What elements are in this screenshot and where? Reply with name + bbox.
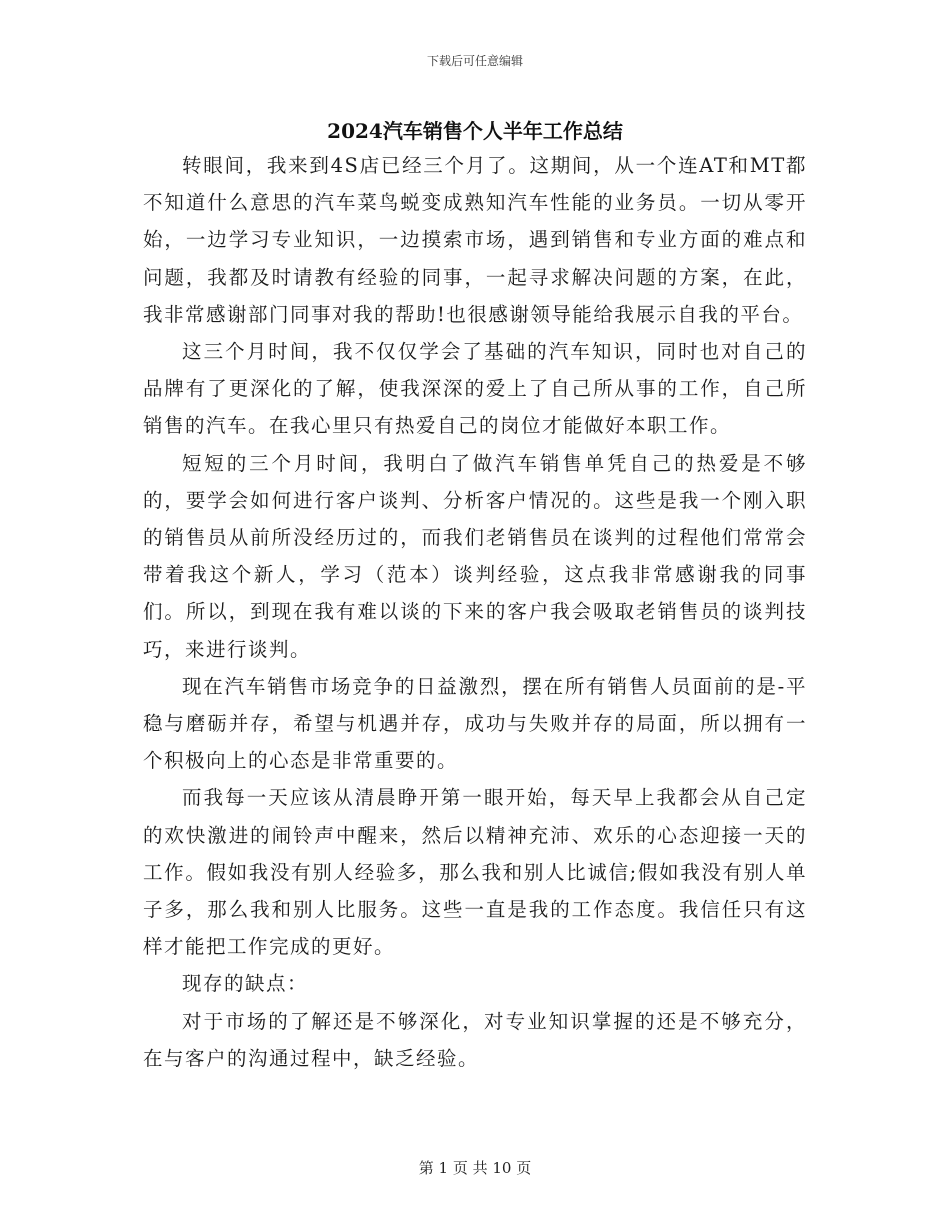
paragraph: 而我每一天应该从清晨睁开第一眼开始，每天早上我都会从自己定的欢快激进的闹铃声中醒来，然后以精神充沛、欢乐的心态迎接一天的工作。假如我没有别人经验多，那么我和别人比诚信;假如我没有别人单子多，那么我和别人比服务。这些一直是我的工作态度。我信任只有这样才能把工作完成的更好。 bbox=[143, 786, 807, 959]
document-title: 2024汽车销售个人半年工作总结 bbox=[327, 119, 623, 143]
paragraph: 短短的三个月时间，我明白了做汽车销售单凭自己的热爱是不够的，要学会如何进行客户谈判、分析客户情况的。这些是我一个刚入职的销售员从前所没经历过的，而我们老销售员在谈判的过程他们常常会带着我这个新人，学习（范本）谈判经验，这点我非常感谢我的同事们。所以，到现在我有难以谈的下来的客户我会吸取老销售员的谈判技巧，来进行谈判。 bbox=[143, 451, 807, 661]
page-number: 第 1 页 共 10 页 bbox=[418, 1159, 532, 1177]
paragraph: 对于市场的了解还是不够深化，对专业知识掌握的还是不够充分，在与客户的沟通过程中，缺乏经验。 bbox=[143, 1009, 807, 1070]
paragraph: 现在汽车销售市场竞争的日益激烈，摆在所有销售人员面前的是-平稳与磨砺并存，希望与机遇并存，成功与失败并存的局面，所以拥有一个积极向上的心态是非常重要的。 bbox=[143, 674, 807, 773]
paragraph: 转眼间，我来到4S店已经三个月了。这期间，从一个连AT和MT都不知道什么意思的汽车菜鸟蜕变成熟知汽车性能的业务员。一切从零开始，一边学习专业知识，一边摸索市场，遇到销售和专业方面的难点和问题，我都及时请教有经验的同事，一起寻求解决问题的方案，在此，我非常感谢部门同事对我的帮助!也很感谢领导能给我展示自我的平台。 bbox=[143, 154, 807, 326]
section-heading: 现存的缺点： bbox=[182, 972, 309, 996]
paragraph: 这三个月时间，我不仅仅学会了基础的汽车知识，同时也对自己的品牌有了更深化的了解，使我深深的爱上了自己所从事的工作，自己所销售的汽车。在我心里只有热爱自己的岗位才能做好本职工作。 bbox=[143, 340, 807, 438]
document-body bbox=[143, 147, 807, 1077]
download-note: 下载后可任意编辑 bbox=[426, 54, 523, 68]
